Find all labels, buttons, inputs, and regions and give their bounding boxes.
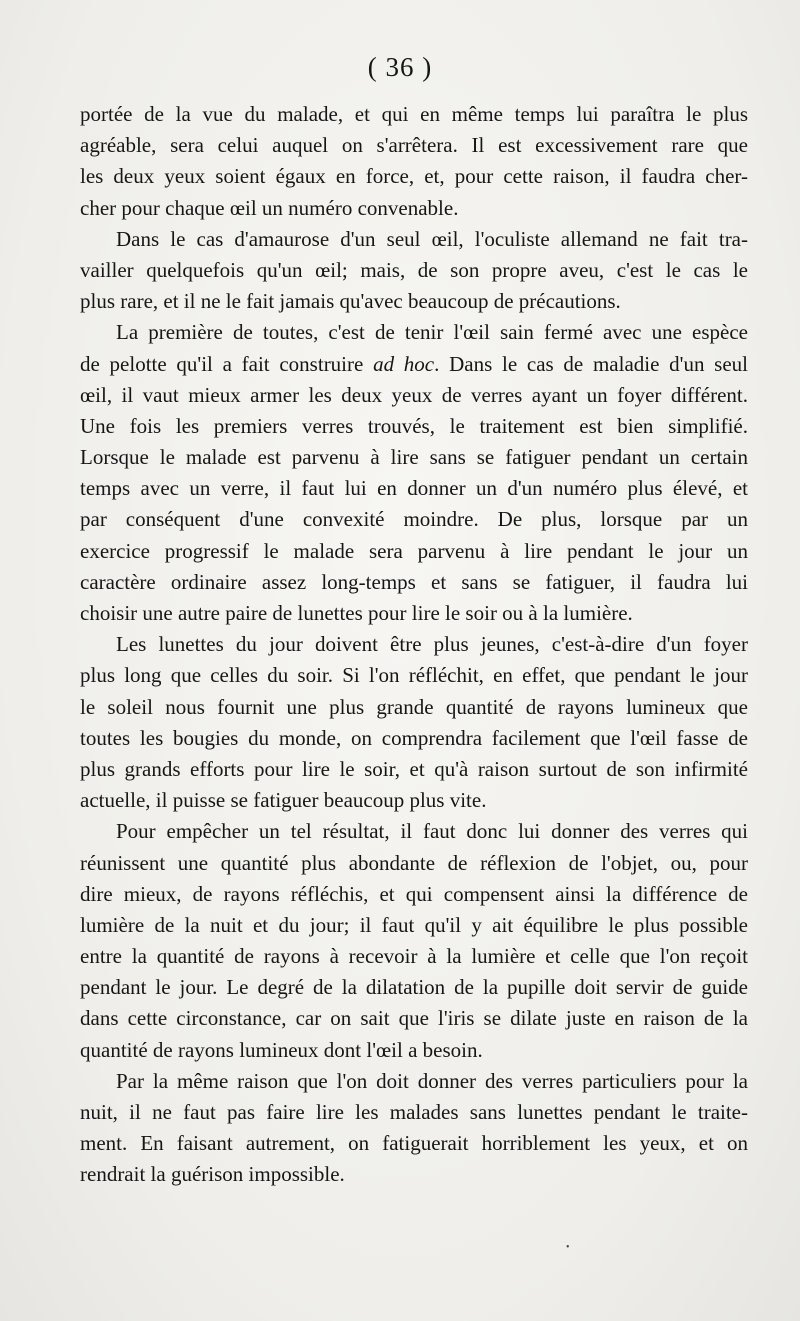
text-line: dire mieux, de rayons réfléchis, et qui compensent ainsi la différence de [80, 881, 748, 906]
text-line: réunissent une quantité plus abondante de réflexion de l'objet, ou, pour [80, 850, 748, 875]
text-line: plus rare, et il ne le fait jamais qu'avec beaucoup de précautions. [80, 289, 621, 314]
italic-term: ad hoc [373, 351, 435, 376]
text-line: agréable, sera celui auquel on s'arrêtera. Il est excessivement rare que [80, 133, 748, 158]
text-line: les deux yeux soient égaux en force, et, pour cette raison, il faudra cher- [80, 164, 748, 189]
text-line: portée de la vue du malade, et qui en même temps lui paraîtra le plus [80, 102, 748, 126]
ink-dot-mark: • [566, 1242, 570, 1253]
text-line: entre la quantité de rayons à recevoir à la lumière et celle que l'on reçoit [80, 944, 748, 969]
text-line: le soleil nous fournit une plus grande quantité de rayons lumineux que [80, 694, 748, 719]
text-line: pendant le jour. Le degré de la dilatation de la pupille doit servir de guide [80, 975, 748, 1000]
text-line: choisir une autre paire de lunettes pour lire le soir ou à la lumière. [80, 601, 633, 625]
paragraph-4 [80, 629, 748, 816]
text-line: plus long que celles du soir. Si l'on réfléchit, en effet, que pendant le jour [80, 663, 748, 688]
text-line-with-italic [80, 349, 748, 380]
text-run: de pelotte qu'il a fait construire [80, 351, 374, 376]
text-line: œil, il vaut mieux armer les deux yeux de verres ayant un foyer différent. [80, 382, 748, 407]
text-line: Par la même raison que l'on doit donner des verres particuliers pour la [116, 1068, 748, 1093]
text-line: Les lunettes du jour doivent être plus jeunes, c'est-à-dire d'un foyer [116, 632, 748, 657]
text-line: Lorsque le malade est parvenu à lire sans se fatiguer pendant un certain [80, 445, 748, 470]
text-line: par conséquent d'une convexité moindre. De plus, lorsque par un [80, 507, 748, 532]
text-line: caractère ordinaire assez long-temps et sans se fatiguer, il faudra lui [80, 569, 748, 594]
text-line: plus grands efforts pour lire le soir, et qu'à raison surtout de son infirmité [80, 756, 748, 781]
text-line: ment. En faisant autrement, on fatiguerait horriblement les yeux, et on [80, 1131, 748, 1156]
text-line: nuit, il ne faut pas faire lire les malades sans lunettes pendant le traite- [80, 1100, 748, 1124]
text-line: actuelle, il puisse se fatiguer beaucoup plus vite. [80, 788, 487, 813]
text-run: . Dans le cas de maladie d'un seul [434, 351, 748, 376]
paragraph-3 [80, 317, 748, 629]
text-line: vailler quelquefois qu'un œil; mais, de son propre aveu, c'est le cas le [80, 257, 748, 282]
paragraph-2 [80, 224, 748, 318]
text-line: exercice progressif le malade sera parvenu à lire pendant le jour un [80, 538, 748, 563]
text-line: temps avec un verre, il faut lui en donner un d'un numéro plus élevé, et [80, 476, 748, 501]
text-line: Dans le cas d'amaurose d'un seul œil, l'oculiste allemand ne fait tra- [116, 226, 748, 251]
text-line: La première de toutes, c'est de tenir l'œil sain fermé avec une espèce [116, 320, 748, 345]
text-line: quantité de rayons lumineux dont l'œil a besoin. [80, 1037, 483, 1062]
text-line: dans cette circonstance, car on sait que l'iris se dilate juste en raison de la [80, 1006, 748, 1031]
text-line: Pour empêcher un tel résultat, il faut donc lui donner des verres qui [116, 819, 748, 844]
text-line: lumière de la nuit et du jour; il faut qu'il y ait équilibre le plus possible [80, 912, 748, 937]
text-line: toutes les bougies du monde, on comprendra facilement que l'œil fasse de [80, 725, 748, 750]
text-line: Une fois les premiers verres trouvés, le traitement est bien simplifié. [80, 413, 748, 438]
text-line: cher pour chaque œil un numéro convenable. [80, 195, 459, 220]
text-line: rendrait la guérison impossible. [80, 1162, 345, 1187]
page-number: ( 36 ) [367, 52, 433, 82]
body-text [80, 99, 748, 1191]
paragraph-6 [80, 1066, 748, 1191]
paragraph-1 [80, 99, 748, 224]
paragraph-5 [80, 816, 748, 1066]
